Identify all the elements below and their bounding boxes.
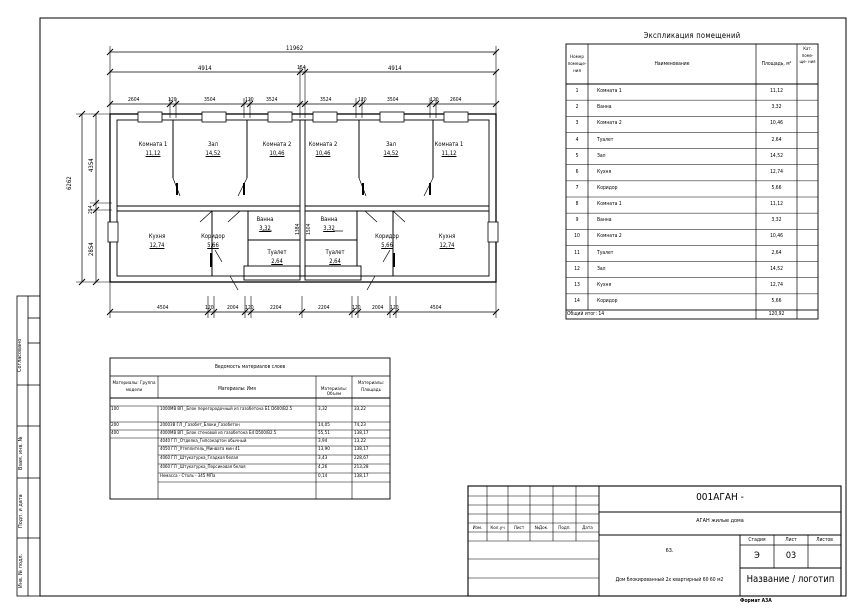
explication-row-area: 14,52 (770, 265, 783, 272)
materials-row-volume: 0,14 (318, 474, 328, 479)
revision-col-header: №Док. (534, 526, 549, 531)
sheet-label: Лист (785, 537, 797, 543)
explication-row-name: Коридор (597, 297, 618, 304)
dim-half-right: 4914 (388, 65, 402, 72)
materials-row-volume: 3,94 (318, 439, 328, 444)
drawing-name: Дом блокированный 2х квартирный 60 60 м2 (615, 577, 724, 583)
dim-inner-small-2: 1504 (306, 223, 312, 235)
stage-value: Э (754, 551, 760, 561)
room-area: 3,32 (323, 226, 335, 232)
room-name: Кухня (148, 234, 166, 240)
room-area: 3,32 (259, 226, 271, 232)
explication-row-area: 11,12 (770, 88, 783, 95)
materials-row-volume: 3,32 (318, 407, 328, 412)
dim-total: 11962 (286, 45, 304, 52)
dim-bottom-9: 4504 (430, 305, 442, 311)
sheet-code: 63. (665, 548, 674, 554)
explication-header-area: Площадь, м² (761, 61, 792, 67)
explication-row-name: Комната 1 (597, 201, 622, 208)
materials-row-volume: 55,51 (318, 431, 330, 436)
room-name: Коридор (375, 234, 399, 240)
explication-row-area: 12,74 (770, 168, 783, 175)
project-code: 001АГАН - (696, 492, 744, 503)
explication-header-num: Номер помеще- ния (567, 55, 587, 74)
dim-bottom-3: 120 (245, 305, 254, 311)
stage-label: Стадия (748, 537, 766, 543)
floor-plan (76, 46, 499, 318)
explication-row-num: 4 (575, 136, 579, 143)
dim-top-9: 2604 (450, 97, 462, 103)
room-area: 14,52 (383, 151, 399, 157)
room-area: 14,52 (205, 151, 221, 157)
explication-row-area: 5,66 (771, 297, 782, 304)
dim-left-outer: 6262 (66, 176, 73, 190)
explication-row-area: 5,66 (771, 184, 782, 191)
materials-row-name: 4040 ГЛ _Отделка_Гипсокартон обычный (160, 439, 247, 444)
materials-row-area: 74,23 (354, 423, 366, 428)
explication-row-num: 10 (574, 233, 580, 240)
room-area: 11,12 (145, 151, 161, 157)
materials-row-area: 33,22 (354, 407, 366, 412)
sheets-label: Листов (816, 537, 833, 543)
project-description: АГАН жилые дома (696, 518, 744, 524)
dim-bottom-1: 120 (205, 305, 214, 311)
room-area: 12,74 (149, 243, 165, 249)
explication-row-num: 11 (574, 249, 580, 256)
room-name: Туалет (325, 250, 345, 256)
room-area: 2,64 (329, 259, 341, 265)
revision-col-header: Подп. (558, 526, 571, 531)
materials-row-group: 400 (111, 431, 119, 436)
dim-top-6: 120 (358, 97, 367, 103)
room-area: 5,66 (207, 243, 219, 249)
explication-total-label: Общий итог: 14 (567, 311, 605, 317)
materials-row-area: 13,22 (354, 439, 366, 444)
room-area: 12,74 (439, 243, 455, 249)
room-area: 10,46 (269, 151, 285, 157)
format-label: Формат А3А (740, 598, 772, 604)
dim-bottom-4: 2204 (270, 305, 282, 311)
dim-top-3: 120 (245, 97, 254, 103)
dim-top-1: 120 (168, 97, 177, 103)
explication-row-name: Комната 1 (597, 88, 622, 95)
materials-header-group: Материалы: Группа модели (112, 381, 156, 393)
explication-row-area: 11,12 (770, 201, 783, 208)
explication-row-name: Ванна (597, 104, 612, 111)
explication-row-name: Комната 2 (597, 233, 622, 240)
materials-row-volume: 4,26 (318, 465, 328, 470)
dim-bottom-0: 4504 (157, 305, 169, 311)
explication-header-cat: Кат. поме- ще- ния (799, 47, 816, 65)
explication-row-num: 14 (574, 297, 580, 304)
materials-header-volume: Материалы: Объем (320, 387, 348, 397)
revision-col-header: Кол.уч (490, 526, 505, 531)
materials-header-name: Материалы: Имя (218, 387, 256, 392)
explication-grid (566, 44, 818, 319)
materials-row-volume: 3,43 (318, 456, 328, 461)
room-name: Комната 2 (308, 142, 338, 148)
dim-half-left: 4914 (198, 65, 212, 72)
explication-title: Экспликация помещений (643, 31, 741, 40)
explication-row-area: 2,64 (771, 249, 782, 256)
dim-top-4: 3524 (266, 97, 278, 103)
dim-bottom-5: 2204 (318, 305, 330, 311)
dim-bottom-2: 2004 (227, 305, 239, 311)
materials-row-group: 100 (111, 407, 119, 412)
explication-row-num: 12 (574, 265, 580, 272)
room-name: Ванна (256, 217, 274, 223)
explication-row-name: Комната 2 (597, 120, 622, 127)
materials-row-area: 213,28 (354, 465, 369, 470)
explication-row-name: Ванна (597, 217, 612, 224)
stamp-replacement-inv: Взам. инв. № (18, 436, 24, 470)
stamp-signature-date: Подп. и дата (18, 494, 24, 528)
stamp-agreed: Согласовано (17, 338, 23, 372)
explication-row-name: Зал (597, 265, 606, 272)
room-area: 2,64 (271, 259, 283, 265)
room-name: Зал (208, 142, 218, 148)
explication-row-num: 13 (574, 281, 580, 288)
explication-row-num: 1 (575, 88, 579, 95)
room-name: Кухня (438, 234, 456, 240)
materials-row-name: Немасса - Сталь - 345 МПа (160, 474, 216, 479)
explication-row-area: 3,32 (771, 104, 782, 111)
explication-header-name: Наименование (654, 61, 690, 67)
explication-row-num: 7 (575, 184, 579, 191)
materials-row-volume: 14,05 (318, 423, 330, 428)
dim-left-mid: 254 (88, 205, 94, 214)
dim-bottom-6: 120 (352, 305, 361, 311)
explication-row-name: Кухня (597, 168, 612, 175)
materials-row-area: 228,67 (354, 456, 369, 461)
dim-left-lower: 2854 (88, 242, 95, 256)
explication-row-name: Коридор (597, 184, 618, 191)
explication-row-area: 2,64 (771, 136, 782, 143)
materials-row-volume: 13,90 (318, 447, 330, 452)
revision-col-header: Изм. (472, 526, 483, 531)
materials-row-area: 138,17 (354, 431, 369, 436)
room-name: Комната 1 (138, 142, 168, 148)
dim-top-7: 3504 (387, 97, 399, 103)
materials-row-area: 138,17 (354, 474, 369, 479)
dim-left-upper: 4354 (88, 158, 95, 172)
explication-row-num: 9 (575, 217, 579, 224)
dim-top-2: 3504 (204, 97, 216, 103)
explication-row-name: Туалет (597, 136, 614, 143)
dim-bottom-8: 120 (390, 305, 399, 311)
materials-row-area: 138,17 (354, 447, 369, 452)
explication-row-area: 10,46 (770, 233, 783, 240)
dim-bottom-7: 2004 (372, 305, 384, 311)
revision-col-header: Лист (513, 526, 525, 531)
explication-row-area: 12,74 (770, 281, 783, 288)
room-area: 10,46 (315, 151, 331, 157)
materials-row-name: 4060 ГЛ _Штукатурка_Персиковая белая (160, 465, 246, 470)
dim-middle: 154 (297, 65, 306, 71)
explication-row-num: 3 (575, 120, 579, 127)
room-name: Комната 1 (434, 142, 464, 148)
room-name: Коридор (201, 234, 225, 240)
explication-row-num: 5 (575, 152, 579, 159)
logo-text: Название / логотип (746, 574, 835, 585)
explication-row-area: 14,52 (770, 152, 783, 159)
explication-row-name: Туалет (597, 249, 614, 256)
explication-row-area: 3,32 (771, 217, 782, 224)
explication-row-name: Зал (597, 152, 606, 159)
explication-row-area: 10,46 (770, 120, 783, 127)
materials-row-name: 4000МВ ВП _Блок стеновой из газобетона Б4 D500/B2.5 (160, 431, 277, 436)
room-name: Туалет (267, 250, 287, 256)
sheet-value: 03 (785, 551, 797, 561)
dim-inner-small-1: 1384 (295, 223, 301, 235)
dim-top-0: 2604 (128, 97, 140, 103)
room-name: Ванна (320, 217, 338, 223)
room-name: Зал (386, 142, 396, 148)
room-name: Комната 2 (262, 142, 292, 148)
materials-row-name: 4060 ГЛ _Штукатурка_Гладкая белая (160, 456, 239, 461)
explication-row-num: 2 (575, 104, 579, 111)
materials-row-group: 200 (111, 423, 119, 428)
explication-row-num: 8 (575, 201, 579, 208)
explication-total-value: 120,92 (768, 311, 785, 317)
dim-top-8: 120 (430, 97, 439, 103)
explication-row-num: 6 (575, 168, 579, 175)
materials-title: Ведомость материалов слоев (214, 364, 286, 370)
revision-col-header: Дата (582, 526, 593, 531)
materials-row-name: 4050 ГЛ _Утеплитель_Минвата мин 41 (160, 447, 240, 452)
stamp-original-inv: Инв. № подл. (18, 553, 24, 588)
dim-top-5: 3524 (320, 97, 332, 103)
materials-header-area: Материалы: Площадь (357, 381, 385, 393)
room-area: 5,66 (381, 243, 393, 249)
room-area: 11,12 (441, 151, 457, 157)
materials-row-name: 1000МВ ВП _Блок перегородочный из газобетона Б1 D600/B2.5 (160, 407, 293, 412)
explication-row-name: Кухня (597, 281, 612, 288)
materials-row-name: 2000ЗВ ГЛ _Газобет_Блоки_Газобетон (160, 423, 240, 428)
